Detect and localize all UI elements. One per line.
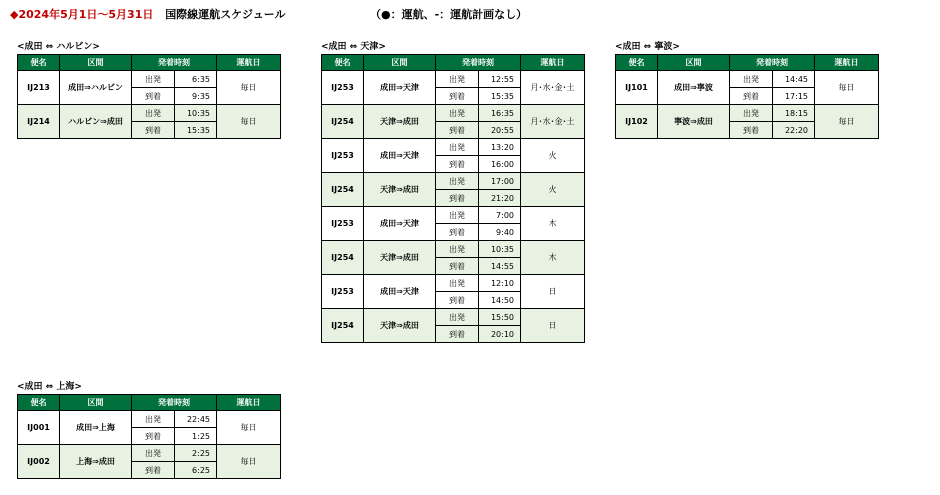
col-header-days: 運航日 xyxy=(521,55,585,71)
departure-label: 出発 xyxy=(730,71,773,88)
route: 成田⇒天津 xyxy=(364,71,436,105)
departure-time: 7:00 xyxy=(479,207,521,224)
departure-time: 13:20 xyxy=(479,139,521,156)
arrival-label: 到着 xyxy=(132,88,175,105)
departure-label: 出発 xyxy=(132,445,175,462)
arrival-time: 9:35 xyxy=(175,88,217,105)
route: 成田⇒寧波 xyxy=(658,71,730,105)
section-narita-tianjin xyxy=(321,41,585,343)
arrival-time: 16:00 xyxy=(479,156,521,173)
schedule-table xyxy=(17,394,281,479)
table-row xyxy=(322,309,585,326)
arrival-label: 到着 xyxy=(730,88,773,105)
table-row xyxy=(18,71,281,88)
route: 寧波⇒成田 xyxy=(658,105,730,139)
page-title: 国際線運航スケジュール xyxy=(165,8,286,21)
table-row xyxy=(322,139,585,156)
departure-label: 出発 xyxy=(436,173,479,190)
col-header-flight: 便名 xyxy=(18,395,60,411)
col-header-route: 区間 xyxy=(658,55,730,71)
departure-time: 17:00 xyxy=(479,173,521,190)
flight-number: IJ001 xyxy=(18,411,60,445)
departure-time: 6:35 xyxy=(175,71,217,88)
arrival-time: 14:50 xyxy=(479,292,521,309)
col-header-flight: 便名 xyxy=(18,55,60,71)
operating-days: 木 xyxy=(521,241,585,275)
departure-label: 出発 xyxy=(436,309,479,326)
operating-days: 毎日 xyxy=(815,71,879,105)
operating-days: 毎日 xyxy=(217,105,281,139)
route: 成田⇒ハルビン xyxy=(60,71,132,105)
arrival-label: 到着 xyxy=(436,122,479,139)
departure-label: 出発 xyxy=(436,71,479,88)
departure-label: 出発 xyxy=(132,105,175,122)
route: 成田⇒天津 xyxy=(364,207,436,241)
departure-time: 16:35 xyxy=(479,105,521,122)
table-row xyxy=(322,173,585,190)
schedule-table xyxy=(321,54,585,343)
route: 上海⇒成田 xyxy=(60,445,132,479)
departure-time: 10:35 xyxy=(479,241,521,258)
table-row xyxy=(322,275,585,292)
departure-time: 2:25 xyxy=(175,445,217,462)
section-narita-shanghai xyxy=(17,381,281,479)
arrival-time: 9:40 xyxy=(479,224,521,241)
section-narita-ningbo xyxy=(615,41,879,139)
operating-days: 毎日 xyxy=(217,71,281,105)
page-header xyxy=(10,6,286,22)
operating-days: 火 xyxy=(521,139,585,173)
flight-number: IJ254 xyxy=(322,105,364,139)
departure-time: 18:15 xyxy=(773,105,815,122)
departure-time: 12:55 xyxy=(479,71,521,88)
col-header-flight: 便名 xyxy=(616,55,658,71)
operating-days: 火 xyxy=(521,173,585,207)
col-header-route: 区間 xyxy=(364,55,436,71)
section-title: <成田 ⇔ 寧波> xyxy=(615,42,680,52)
arrival-time: 21:20 xyxy=(479,190,521,207)
table-header-row xyxy=(616,55,879,71)
arrival-label: 到着 xyxy=(436,292,479,309)
departure-label: 出発 xyxy=(132,71,175,88)
section-title: <成田 ⇔ 天津> xyxy=(321,42,386,52)
operating-days: 日 xyxy=(521,309,585,343)
section-narita-harbin xyxy=(17,41,281,139)
col-header-times: 発着時刻 xyxy=(730,55,815,71)
arrival-label: 到着 xyxy=(436,326,479,343)
col-header-route: 区間 xyxy=(60,55,132,71)
operating-days: 毎日 xyxy=(217,411,281,445)
departure-time: 12:10 xyxy=(479,275,521,292)
section-title: <成田 ⇔ 上海> xyxy=(17,382,82,392)
arrival-time: 22:20 xyxy=(773,122,815,139)
departure-label: 出発 xyxy=(132,411,175,428)
route: 成田⇒天津 xyxy=(364,139,436,173)
arrival-label: 到着 xyxy=(132,462,175,479)
arrival-time: 20:55 xyxy=(479,122,521,139)
route: 天津⇒成田 xyxy=(364,105,436,139)
col-header-times: 発着時刻 xyxy=(132,55,217,71)
arrival-time: 6:25 xyxy=(175,462,217,479)
col-header-days: 運航日 xyxy=(217,55,281,71)
operating-days: 月･水･金･土 xyxy=(521,71,585,105)
section-title: <成田 ⇔ ハルビン> xyxy=(17,42,100,52)
route: 成田⇒天津 xyxy=(364,275,436,309)
col-header-days: 運航日 xyxy=(217,395,281,411)
departure-label: 出発 xyxy=(436,139,479,156)
arrival-time: 15:35 xyxy=(479,88,521,105)
col-header-route: 区間 xyxy=(60,395,132,411)
departure-time: 22:45 xyxy=(175,411,217,428)
arrival-time: 15:35 xyxy=(175,122,217,139)
table-row xyxy=(18,411,281,428)
departure-time: 10:35 xyxy=(175,105,217,122)
arrival-label: 到着 xyxy=(436,190,479,207)
flight-number: IJ102 xyxy=(616,105,658,139)
schedule-table xyxy=(615,54,879,139)
flight-number: IJ254 xyxy=(322,173,364,207)
arrival-label: 到着 xyxy=(132,122,175,139)
route: 天津⇒成田 xyxy=(364,173,436,207)
table-row xyxy=(322,207,585,224)
arrival-time: 20:10 xyxy=(479,326,521,343)
table-row xyxy=(616,71,879,88)
operating-days: 月･水･金･土 xyxy=(521,105,585,139)
operating-days: 木 xyxy=(521,207,585,241)
operating-days: 日 xyxy=(521,275,585,309)
route: ハルビン⇒成田 xyxy=(60,105,132,139)
arrival-label: 到着 xyxy=(730,122,773,139)
flight-number: IJ253 xyxy=(322,139,364,173)
table-row xyxy=(616,105,879,122)
flight-number: IJ101 xyxy=(616,71,658,105)
flight-number: IJ213 xyxy=(18,71,60,105)
arrival-label: 到着 xyxy=(436,258,479,275)
schedule-table xyxy=(17,54,281,139)
table-row xyxy=(18,105,281,122)
arrival-label: 到着 xyxy=(436,224,479,241)
departure-label: 出発 xyxy=(436,207,479,224)
arrival-time: 14:55 xyxy=(479,258,521,275)
flight-number: IJ002 xyxy=(18,445,60,479)
operating-days: 毎日 xyxy=(217,445,281,479)
legend-note: （●：運航、-：運航計画なし） xyxy=(370,8,528,21)
table-row xyxy=(18,445,281,462)
route: 天津⇒成田 xyxy=(364,309,436,343)
table-row xyxy=(322,71,585,88)
flight-number: IJ253 xyxy=(322,275,364,309)
table-row xyxy=(322,241,585,258)
table-header-row xyxy=(18,55,281,71)
schedule-period: ◆2024年5月1日～5月31日 xyxy=(10,8,154,21)
table-row xyxy=(322,105,585,122)
route: 成田⇒上海 xyxy=(60,411,132,445)
arrival-label: 到着 xyxy=(436,156,479,173)
arrival-label: 到着 xyxy=(132,428,175,445)
departure-time: 15:50 xyxy=(479,309,521,326)
table-header-row xyxy=(322,55,585,71)
flight-number: IJ253 xyxy=(322,71,364,105)
operating-days: 毎日 xyxy=(815,105,879,139)
departure-time: 14:45 xyxy=(773,71,815,88)
col-header-days: 運航日 xyxy=(815,55,879,71)
departure-label: 出発 xyxy=(730,105,773,122)
departure-label: 出発 xyxy=(436,275,479,292)
col-header-times: 発着時刻 xyxy=(436,55,521,71)
arrival-time: 17:15 xyxy=(773,88,815,105)
flight-number: IJ254 xyxy=(322,309,364,343)
col-header-flight: 便名 xyxy=(322,55,364,71)
flight-number: IJ253 xyxy=(322,207,364,241)
departure-label: 出発 xyxy=(436,241,479,258)
arrival-time: 1:25 xyxy=(175,428,217,445)
arrival-label: 到着 xyxy=(436,88,479,105)
table-header-row xyxy=(18,395,281,411)
col-header-times: 発着時刻 xyxy=(132,395,217,411)
departure-label: 出発 xyxy=(436,105,479,122)
route: 天津⇒成田 xyxy=(364,241,436,275)
flight-number: IJ254 xyxy=(322,241,364,275)
flight-number: IJ214 xyxy=(18,105,60,139)
